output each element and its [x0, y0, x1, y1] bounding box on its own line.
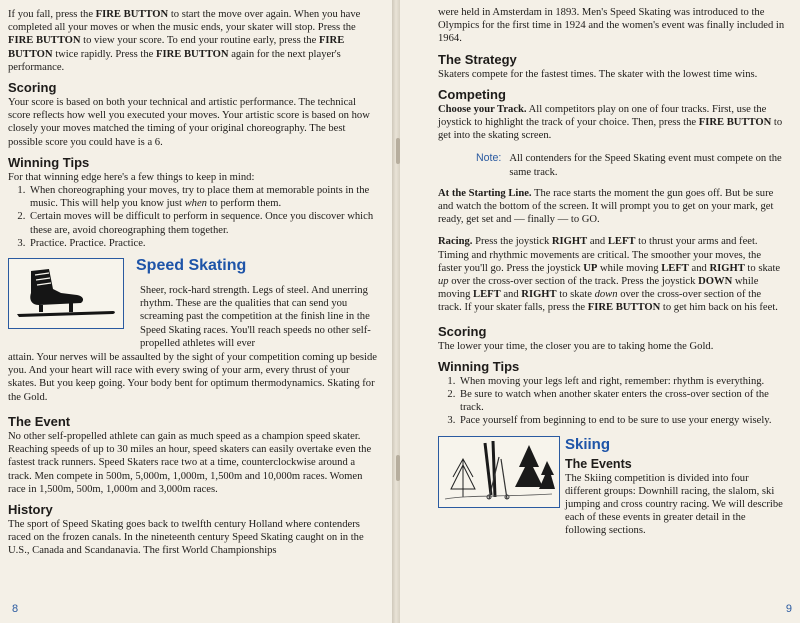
book-spine	[392, 0, 400, 623]
list-item: 2. Certain moves will be difficult to perform in sequence. Once you discover which these are, avoid choreographing them together.	[28, 210, 380, 236]
speed-skate-illustration	[8, 258, 124, 329]
list-item: 2. Be sure to watch when another skater enters the cross-over section of the track.	[458, 388, 786, 414]
skiing-title: Skiing	[565, 435, 611, 453]
page-number-left: 8	[12, 603, 19, 615]
skiing-feature	[438, 436, 786, 546]
scoring-heading: Scoring	[438, 323, 487, 339]
speed-skating-intro-continued: attain. Your nerves will be assaulted by the sight of your competition coming up beside you. And your heart will race with every swing of your arm, every thrust of your skates. But you keep going. Your body bent for optimum thermodynamics. Skating for the Gold.	[8, 352, 377, 403]
the-events-paragraph: The Skiing competition is divided into four different groups: Downhill racing, the slalom, ski jumping and cross country racing. We will describe each of these events in greater detail in the following sections.	[565, 472, 783, 537]
skate-icon	[9, 259, 122, 327]
speed-skating-feature	[8, 258, 380, 414]
list-item: 3. Pace yourself from beginning to end to be sure to use your energy wisely.	[458, 414, 786, 427]
winning-tips-heading: Winning Tips	[438, 358, 520, 374]
the-event-heading: The Event	[8, 414, 71, 430]
scoring-heading: Scoring	[8, 80, 57, 96]
skis-and-trees-icon	[439, 437, 558, 506]
skiing-illustration	[438, 436, 560, 508]
note-label: Note:	[476, 152, 502, 165]
speed-skating-title: Speed Skating	[136, 257, 247, 275]
history-continued-paragraph: were held in Amsterdam in 1893. Men's Speed Skating was introduced to the Olympics for the first time in 1924 and the women's event was finally included in 1964.	[438, 7, 785, 45]
starting-line-paragraph: At the Starting Line. The race starts the moment the gun goes off. But be sure and watch the bottom of the screen. It will prompt you to get on your mark, get ready, get set and — finally — to GO.	[438, 187, 774, 226]
history-paragraph: The sport of Speed Skating goes back to twelfth century Holland where contenders raced on the frozen canals. In the nineteenth century Speed Skating caught on in the U.S., Canada and Scandanavia. The first World Championships	[8, 519, 364, 557]
choose-track-paragraph: Choose your Track. All competitors play on one of four tracks. First, use the joystick to highlight the track of your choice. Then, press the FIRE BUTTON to get into the skating screen.	[438, 103, 783, 142]
intro-paragraph: If you fall, press the FIRE BUTTON to start the move over again. When you have completed all your moves or when the music ends, your skater will stop. Press the FIRE BUTTON to view your score. To end your routine early, press the FIRE BUTTON twice rapidly. Press the FIRE BUTTON again for the next player's performance.	[8, 9, 361, 73]
history-heading: History	[8, 502, 53, 518]
scoring-paragraph: Your score is based on both your technical and artistic performance. The technical score reflects how well you executed your moves. Your artistic score is based on how closely your moves matched the timing of your original choreography. The best possible score you could have is a 6.	[8, 97, 370, 148]
list-item: 1. When choreographing your moves, try to place them at memorable points in the music. This will help you know just when to perform them.	[28, 184, 380, 210]
speed-skating-intro: Sheer, rock-hard strength. Legs of steel. And unerring rhythm. These are the qualities that can send you screaming past the competition at the finish line in the Speed Skating races. You'll reach speeds no other self-propelled athletes will ever	[140, 285, 371, 349]
tips-intro: For that winning edge here's a few things to keep in mind:	[8, 171, 255, 183]
note-text: All contenders for the Speed Skating event must compete on the same track.	[509, 153, 782, 178]
list-item: 3. Practice. Practice. Practice.	[28, 237, 380, 250]
list-item: 1. When moving your legs left and right, remember: rhythm is everything.	[458, 375, 786, 388]
competing-heading: Competing	[438, 86, 506, 102]
page-number-right: 9	[785, 603, 792, 615]
racing-paragraph: Racing. Press the joystick RIGHT and LEFT to thrust your arms and feet. Timing and rhythmic movements are critical. The smoother your moves, the faster you'll go. Press the joystick UP while moving LEFT and RIGHT to skate up over the cross-over section of the track. Press the joystick DOWN while moving LEFT and RIGHT to skate down over the cross-over section of the track. If your skater falls, press the FIRE BUTTON to get him back on his feet.	[438, 236, 781, 314]
strategy-paragraph: Skaters compete for the fastest times. The skater with the lowest time wins.	[438, 68, 758, 80]
left-page	[0, 0, 392, 623]
strategy-heading: The Strategy	[438, 51, 517, 67]
the-events-heading: The Events	[565, 456, 632, 471]
the-event-paragraph: No other self-propelled athlete can gain as much speed as a champion speed skater. Reaching speeds of up to 30 miles an hour, speed skaters can easily overtake even the fastest track runners. Speed Skaters race two at a time, counterclockwise around a track. Men compete in 500m, 5,000m, 1,000m, 1,500m and 10,000m races. Women race in 1,500m, 500m, 1,000m and 3,000m races.	[8, 431, 372, 495]
note-callout	[476, 152, 786, 178]
scoring-paragraph: The lower your time, the closer you are to taking home the Gold.	[438, 340, 714, 352]
winning-tips-heading: Winning Tips	[8, 154, 90, 170]
tips-list	[438, 375, 786, 428]
right-page	[400, 0, 800, 623]
tips-list	[8, 184, 380, 250]
